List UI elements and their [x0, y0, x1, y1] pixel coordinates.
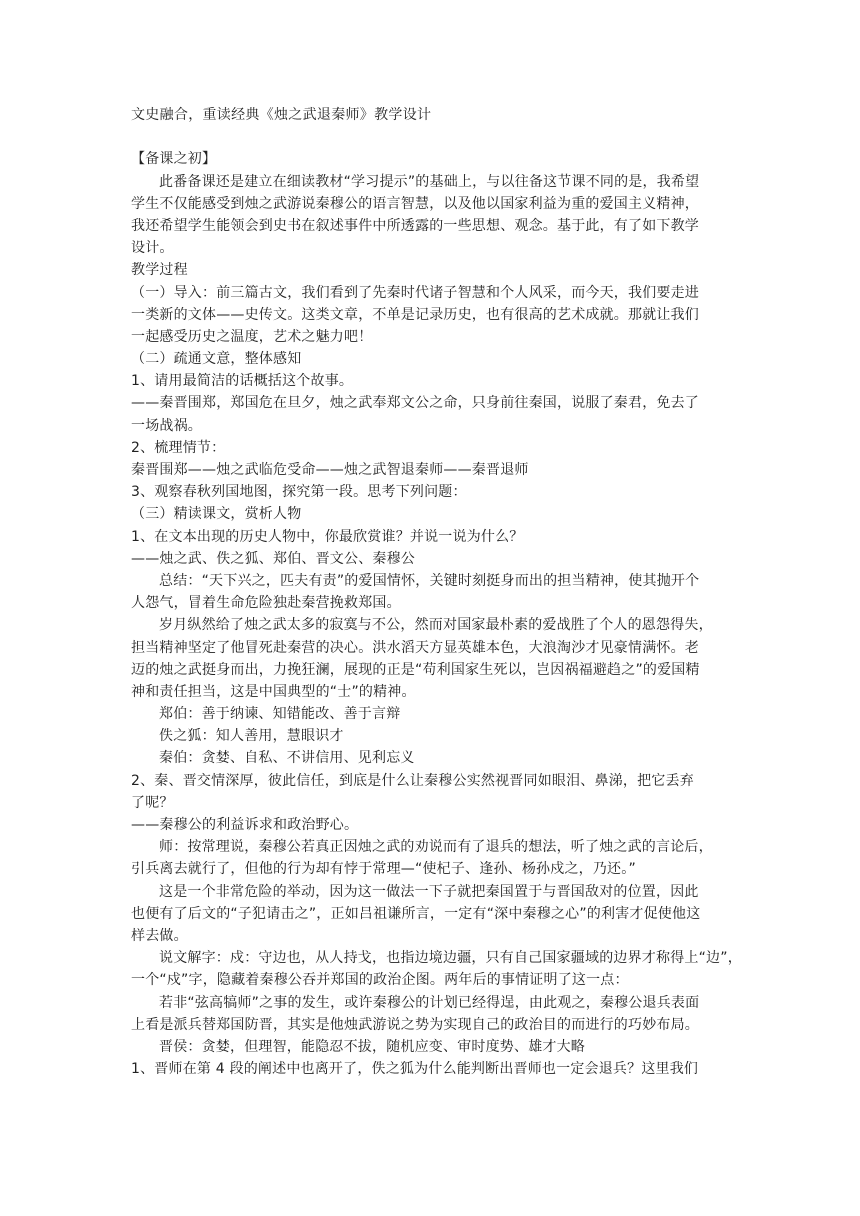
text-line: （二）疏通文意，整体感知 [131, 351, 302, 368]
document-page [131, 104, 742, 1080]
text-line: 1、在文本出现的历史人物中，你最欣赏谁？并说一说为什么？ [131, 528, 524, 545]
text-line: 一类新的文体——史传文。这类文章，不单是记录历史，也有很高的艺术成就。那就让我们 [131, 306, 699, 323]
text-line: 学生不仅能感受到烛之武游说秦穆公的语言智慧，以及他以国家利益为重的爱国主义精神， [131, 195, 699, 212]
blank-line [131, 126, 731, 148]
text-line: 引兵离去就行了，但他的行为却有悖于常理—“使杞子、逢孙、杨孙戍之，乃还。” [131, 861, 636, 878]
text-line: 3、观察春秋列国地图，探究第一段。思考下列问题： [131, 484, 467, 501]
text-line: 若非“弦高犒师”之事的发生，或许秦穆公的计划已经得逞，由此观之，秦穆公退兵表面 [159, 994, 700, 1011]
text-line: 1、晋师在第 4 段的阐述中也离开了，佚之狐为什么能判断出晋师也一定会退兵？这里我们 [131, 1061, 699, 1078]
text-line: 佚之狐：知人善用，慧眼识才 [159, 728, 344, 745]
text-line: 总结：“天下兴之，匹夫有责”的爱国情怀，关键时刻挺身而出的担当精神，使其抛开个 [159, 572, 700, 589]
text-line: 了呢？ [131, 794, 174, 811]
text-line: 担当精神坚定了他冒死赴秦营的决心。洪水滔天方显英雄本色，大浪淘沙才见豪情满怀。老 [131, 639, 699, 656]
text-line: 2、秦、晋交情深厚，彼此信任，到底是什么让秦穆公实然视晋同如眼泪、鼻涕，把它丢弃 [131, 772, 694, 789]
text-line: 一起感受历史之温度，艺术之魅力吧！ [131, 328, 373, 345]
text-line: 人怨气，冒着生命危险独赴秦营挽救郑国。 [131, 595, 401, 612]
text-line: 2、梳理情节： [131, 439, 226, 456]
text-line: 上看是派兵替郑国防晋，其实是他烛武游说之势为实现自己的政治目的而进行的巧妙布局。 [131, 1016, 699, 1033]
text-line: 一个“戍”字，隐藏着秦穆公吞并郑国的政治企图。两年后的事情证明了这一点： [131, 972, 629, 989]
text-line: 说文解字：戍：守边也，从人持戈，也指边境边疆，只有自己国家疆域的边界才称得上“边”， [159, 950, 742, 967]
text-line: 也便有了后文的“子犯请击之”，正如吕祖谦所言，一定有“深中秦穆之心”的利害才促使他这 [131, 905, 701, 922]
text-line: ——秦晋围郑，郑国危在旦夕，烛之武奉郑文公之命，只身前往秦国，说服了秦君，免去了 [131, 395, 699, 412]
text-line: 【备课之初】 [131, 151, 217, 168]
text-line: 神和责任担当，这是中国典型的“士”的精神。 [131, 683, 416, 700]
text-line: 1、请用最简洁的话概括这个故事。 [131, 373, 354, 390]
text-line: 这是一个非常危险的举动，因为这一做法一下子就把秦国置于与晋国敌对的位置，因此 [159, 883, 699, 900]
text-line: 样去做。 [131, 927, 188, 944]
text-line: ——烛之武、佚之狐、郑伯、晋文公、秦穆公 [131, 550, 415, 567]
text-line: 此番备课还是建立在细读教材“学习提示”的基础上，与以往备这节课不同的是，我希望 [159, 173, 700, 190]
text-line: （三）精读课文，赏析人物 [131, 506, 302, 523]
document-title: 文史融合，重读经典《烛之武退秦师》教学设计 [131, 107, 432, 123]
document-body [131, 148, 742, 1080]
text-line: 教学过程 [131, 262, 188, 279]
text-line: 岁月纵然给了烛之武太多的寂寞与不公，然而对国家最朴素的爱战胜了个人的恩怨得失， [159, 617, 713, 634]
text-line: 师：按常理说，秦穆公若真正因烛之武的劝说而有了退兵的想法，听了烛之武的言论后， [159, 839, 713, 856]
text-line: 一场战祸。 [131, 417, 202, 434]
text-line: 设计。 [131, 240, 174, 257]
text-line: 秦伯：贪婪、自私、不讲信用、见利忘义 [159, 750, 415, 767]
text-line: 郑伯：善于纳谏、知错能改、善于言辩 [159, 706, 401, 723]
text-line: 迈的烛之武挺身而出，力挽狂澜，展现的正是“苟利国家生死以，岂因祸福避趋之”的爱国精 [131, 661, 700, 678]
text-line: 我还希望学生能领会到史书在叙述事件中所透露的一些思想、观念。基于此，有了如下教学 [131, 217, 699, 234]
text-line: 晋侯：贪婪，但理智，能隐忍不拔，随机应变、审时度势、雄才大略 [159, 1038, 585, 1055]
text-line: （一）导入：前三篇古文，我们看到了先秦时代诸子智慧和个人风采，而今天，我们要走进 [131, 284, 699, 301]
text-line: 秦晋围郑——烛之武临危受命——烛之武智退秦师——秦晋退师 [131, 462, 529, 478]
text-line: ——秦穆公的利益诉求和政治野心。 [131, 817, 359, 833]
